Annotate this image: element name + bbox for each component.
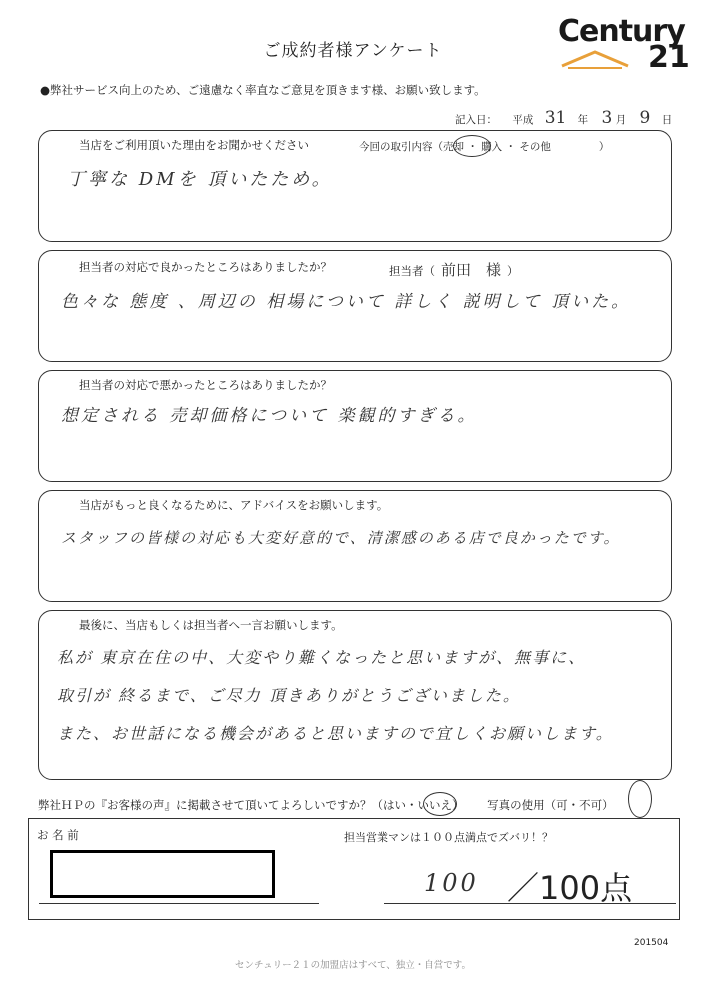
deal-type-label: 今回の取引内容（	[359, 141, 443, 153]
question-advice: 当店がもっと良くなるために、アドバイスをお願いします。	[79, 498, 389, 512]
deal-type-close: ）	[598, 141, 610, 153]
footer-note: センチュリー２１の加盟店はすべて、独立・自営です。	[234, 960, 472, 971]
photo-close: ）	[602, 798, 614, 812]
score-value: 100	[424, 869, 479, 897]
logo-roof-icon	[560, 48, 650, 70]
date-year: 31	[544, 108, 567, 128]
answer-message-line-3: また、お世話になる機会があると思いますので宜しくお願いします。	[57, 724, 614, 743]
name-underline	[39, 903, 319, 904]
staff-close: ）	[507, 264, 519, 278]
answer-reason: 丁寧な DMを 頂いたため。	[67, 169, 333, 190]
score-label: 担当営業マンは１００点満点でズバリ！？	[344, 831, 553, 844]
question-bad-points: 担当者の対応で悪かったところはありましたか？	[79, 378, 332, 392]
staff-label: 担当者（	[389, 264, 435, 278]
answer-message-line-2: 取引が 終るまで、ご尽力 頂きありがとうございました。	[57, 686, 521, 705]
question-good-points: 担当者の対応で良かったところはありましたか？	[79, 260, 332, 274]
photo-label: 写真の使用（	[487, 798, 557, 812]
date-day-unit: 日	[661, 114, 673, 126]
staff-name: 前田 様	[441, 261, 502, 279]
photo-sep: ・	[567, 798, 580, 812]
form-code: 201504	[634, 938, 669, 948]
photo-no: 不可	[579, 798, 603, 812]
date-month-unit: 月	[615, 114, 627, 126]
consent-row	[38, 797, 614, 813]
name-label: お 名 前	[37, 828, 79, 842]
question-box-good	[38, 250, 672, 362]
question-message: 最後に、当店もしくは担当者へ一言お願いします。	[79, 618, 343, 632]
question-reason: 当店をご利用頂いた理由をお聞かせください	[79, 138, 309, 152]
form-title: ご成約者様アンケート	[263, 41, 443, 61]
deal-type-circle-mark	[453, 135, 491, 157]
question-box-bad	[38, 370, 672, 482]
intro-text: ●弊社サービス向上のため、ご遠慮なく率直なご意見を頂きます様、お願い致します。	[40, 83, 486, 97]
answer-good-points: 色々な 態度 、周辺の 相場について 詳しく 説明して 頂いた。	[61, 292, 632, 312]
photo-yes: 可	[556, 798, 568, 812]
consent-question: 弊社ＨＰの『お客様の声』に掲載させて頂いてよろしいですか？（	[38, 798, 383, 812]
date-row	[455, 108, 672, 128]
question-box-reason	[38, 130, 672, 242]
consent-no: いいえ	[417, 798, 452, 812]
date-era: 平成	[512, 114, 534, 126]
question-box-advice	[38, 490, 672, 602]
question-box-message	[38, 610, 672, 780]
answer-message-line-1: 私が 東京在住の中、大変やり難くなったと思いますが、無事に、	[57, 648, 587, 667]
consent-yes: はい	[383, 798, 406, 812]
consent-close: ）	[452, 798, 464, 812]
date-year-unit: 年	[577, 114, 589, 126]
consent-yes-circle-mark	[423, 792, 457, 816]
deal-type-options: 売却 ・ 購入 ・ その他	[443, 141, 551, 153]
logo-number: 21	[648, 40, 690, 75]
consent-sep: ・	[406, 798, 418, 812]
logo-century-text: Century	[558, 14, 685, 49]
photo-circle-mark	[628, 780, 652, 818]
score-max: ／100点	[507, 869, 633, 907]
answer-advice: スタッフの皆様の対応も大変好意的で、清潔感のある店で良かったです。	[61, 529, 621, 547]
date-month: 3	[601, 108, 613, 128]
date-label: 記入日：	[455, 114, 497, 126]
staff-field	[389, 259, 519, 280]
date-day: 9	[639, 108, 651, 128]
name-redaction-box	[50, 850, 275, 898]
answer-bad-points: 想定される 売却価格について 楽観的すぎる。	[61, 406, 478, 426]
